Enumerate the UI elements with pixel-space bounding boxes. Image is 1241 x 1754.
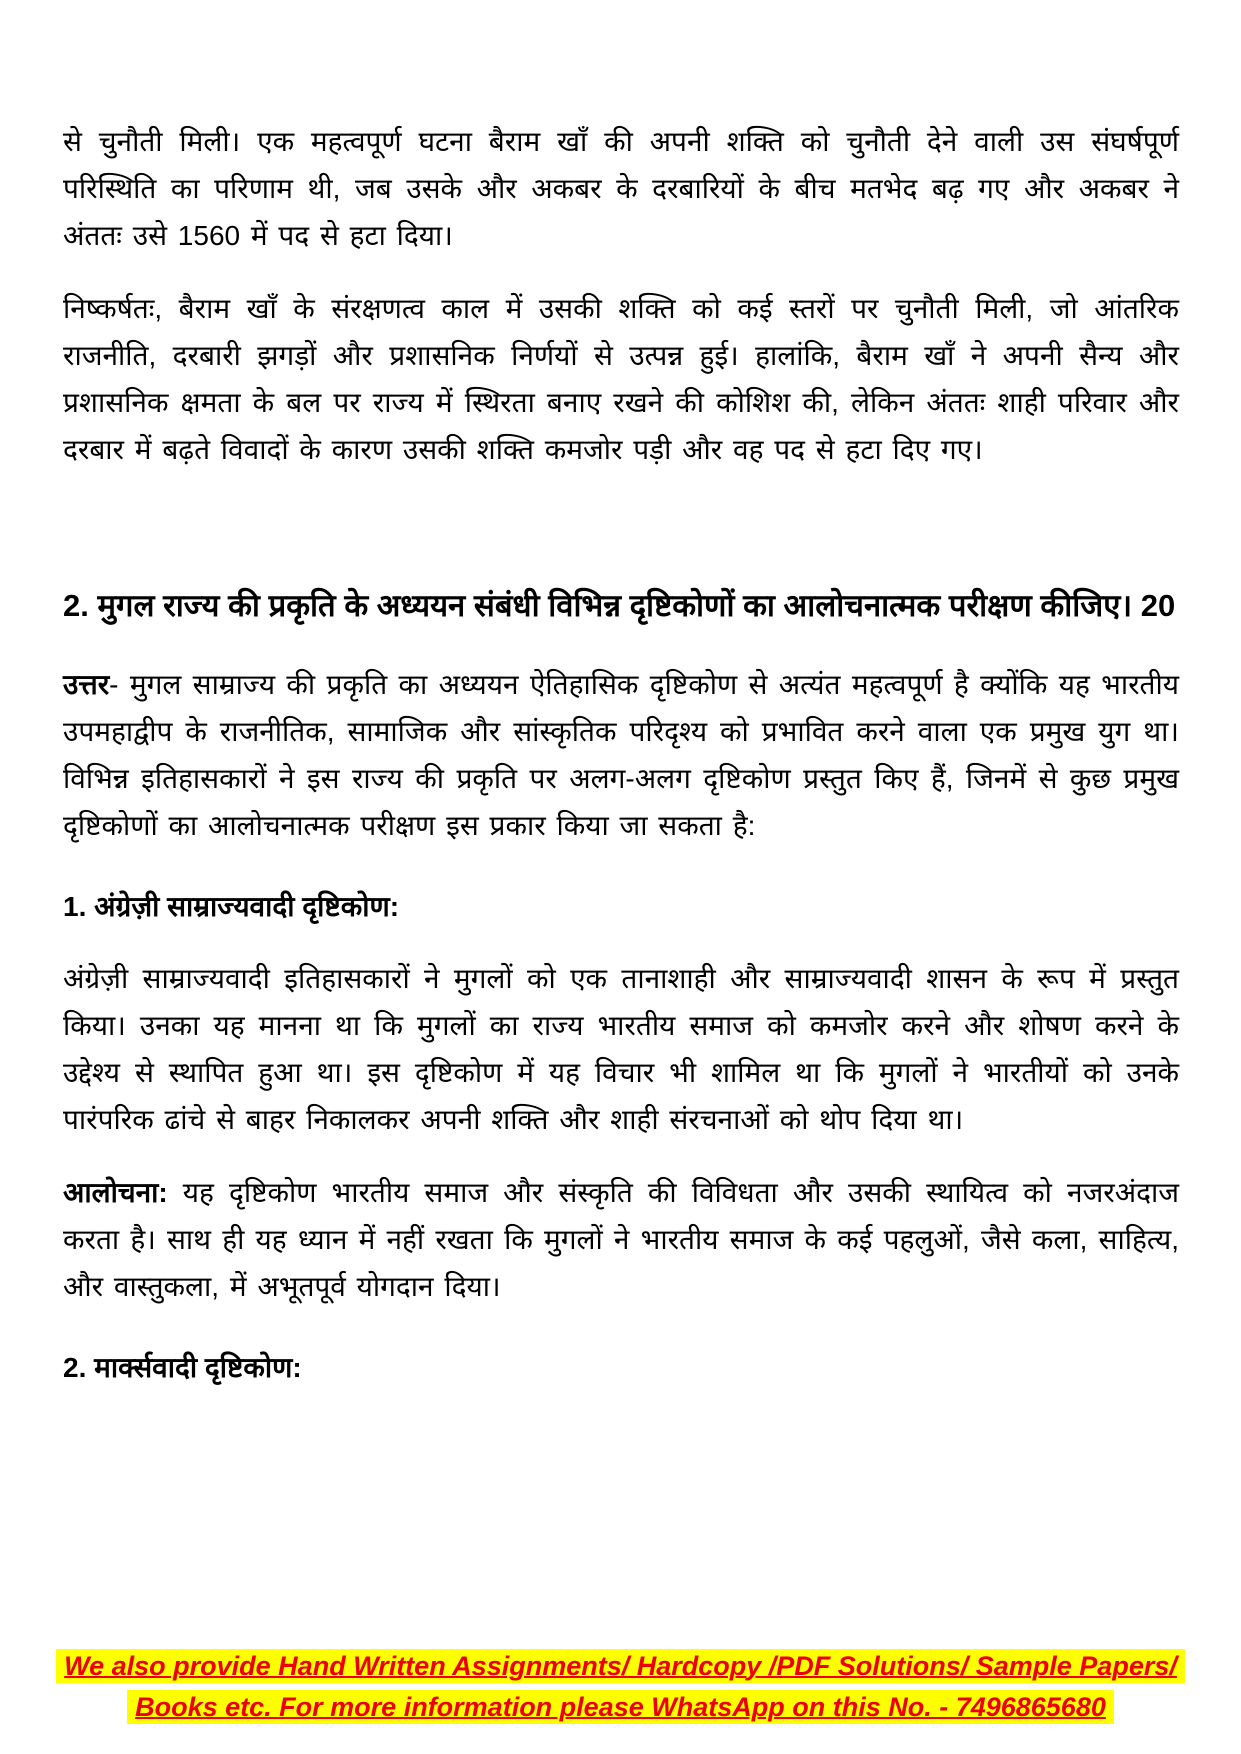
section-1-heading: 1. अंग्रेज़ी साम्राज्यवादी दृष्टिकोण: [63, 891, 400, 922]
paragraph-conclusion: निष्कर्षतः, बैराम खाँ के संरक्षणत्व काल में उसकी शक्ति को कई स्तरों पर चुनौती मिली, जो आंतरिक राजनीति, दरबारी झगड़ों और प्रशासनिक निर्णयों से उत्पन्न हुई। हालांकि, बैराम खाँ ने अपनी सैन्य और प्रशासनिक क्षमता के बल पर राज्य में स्थिरता बनाए रखने की कोशिश की, लेकिन अंततः शाही परिवार और दरबार में बढ़ते विवादों के कारण उसकी शक्ति कमजोर पड़ी और वह पद से हटा दिए गए। [63, 293, 1179, 465]
promo-footer-line-2-text: Books etc. For more information please WhatsApp on this No. - 7496865680 [127, 1690, 1114, 1724]
section-2-heading: 2. मार्क्सवादी दृष्टिकोण: [63, 1352, 302, 1383]
answer-intro-paragraph [63, 661, 1179, 849]
section-1-body: अंग्रेज़ी साम्राज्यवादी इतिहासकारों ने मुगलों को एक तानाशाही और साम्राज्यवादी शासन के रूप में प्रस्तुत किया। उनका यह मानना था कि मुगलों का राज्य भारतीय समाज को कमजोर करने और शोषण करने के उद्देश्य से स्थापित हुआ था। इस दृष्टिकोण में यह विचार भी शामिल था कि मुगलों ने भारतीयों को उनके पारंपरिक ढांचे से बाहर निकालकर अपनी शक्ति और शाही संरचनाओं को थोप दिया था। [63, 963, 1179, 1135]
section-1-critique [63, 1169, 1179, 1310]
promo-footer [0, 1646, 1241, 1728]
answer-label: उत्तर [63, 669, 110, 700]
answer-intro-text: - मुगल साम्राज्य की प्रकृति का अध्ययन ऐतिहासिक दृष्टिकोण से अत्यंत महत्वपूर्ण है क्योंकि यह भारतीय उपमहाद्वीप के राजनीतिक, सामाजिक और सांस्कृतिक परिदृश्य को प्रभावित करने वाला एक प्रमुख युग था। विभिन्न इतिहासकारों ने इस राज्य की प्रकृति पर अलग-अलग दृष्टिकोण प्रस्तुत किए हैं, जिनमें से कुछ प्रमुख दृष्टिकोणों का आलोचनात्मक परीक्षण इस प्रकार किया जा सकता है: [63, 669, 1179, 841]
question-2-heading: 2. मुगल राज्य की प्रकृति के अध्ययन संबंधी विभिन्न दृष्टिकोणों का आलोचनात्मक परीक्षण कीजिए। 20 [63, 588, 1176, 623]
critique-label: आलोचना: [63, 1177, 168, 1208]
paragraph-bairam-khan-continuation: से चुनौती मिली। एक महत्वपूर्ण घटना बैराम खाँ की अपनी शक्ति को चुनौती देने वाली उस संघर्षपूर्ण परिस्थिति का परिणाम थी, जब उसके और अकबर के दरबारियों के बीच मतभेद बढ़ गए और अकबर ने अंततः उसे 1560 में पद से हटा दिया। [63, 126, 1179, 251]
critique-text: यह दृष्टिकोण भारतीय समाज और संस्कृति की विविधता और उसकी स्थायित्व को नजरअंदाज करता है। साथ ही यह ध्यान में नहीं रखता कि मुगलों ने भारतीय समाज के कई पहलुओं, जैसे कला, साहित्य, और वास्तुकला, में अभूतपूर्व योगदान दिया। [63, 1177, 1179, 1302]
promo-footer-line-1-text: We also provide Hand Written Assignments/ Hardcopy /PDF Solutions/ Sample Papers/ [56, 1649, 1185, 1683]
promo-footer-line-1 [0, 1646, 1241, 1687]
promo-footer-line-2 [0, 1687, 1241, 1728]
